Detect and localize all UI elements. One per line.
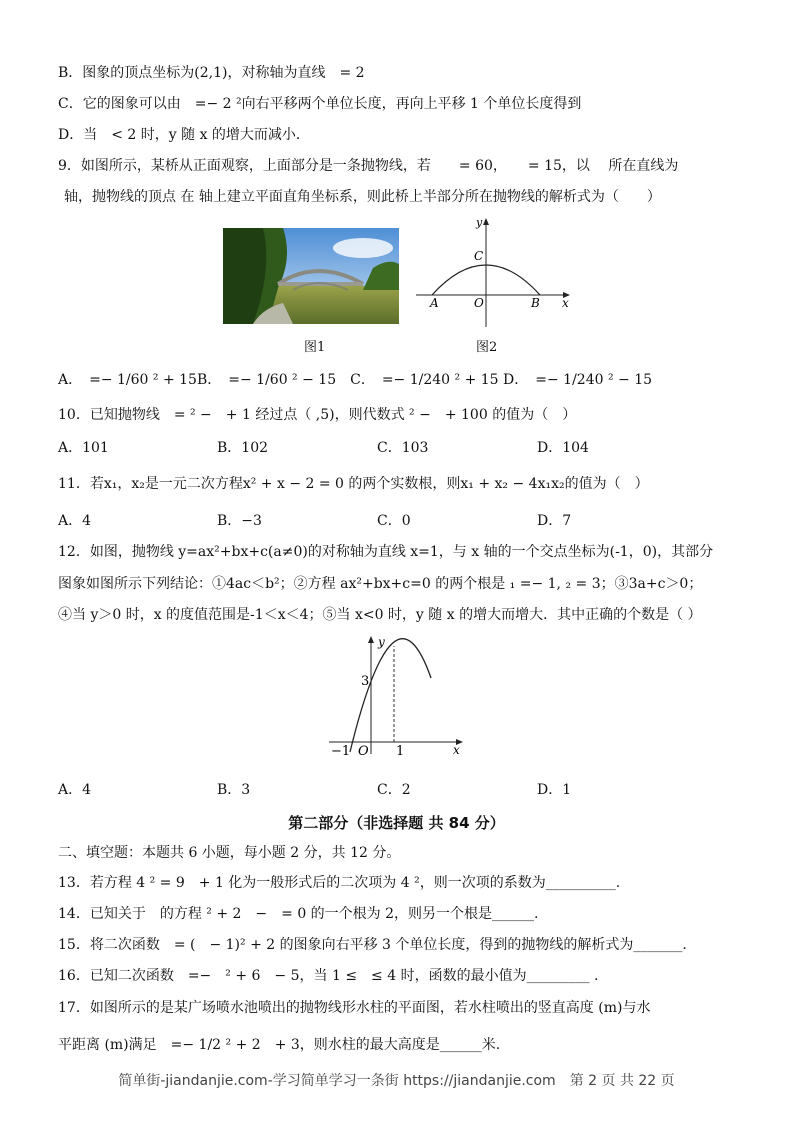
figure-3-parabola-diagram	[325, 632, 470, 757]
question-11: 11．若x₁，x₂是一元二次方程x² + x − 2 = 0 的两个实数根，则x₁ + x₂ − 4x₁x₂的值为（ ）	[58, 476, 649, 492]
option-c-q8: C．它的图象可以由 =− 2 ²向右平移两个单位长度，再向上平移 1 个单位长度得到	[58, 96, 582, 112]
question-12-line2: 图象如图所示下列结论：①4ac＜b²；②方程 ax²+bx+c=0 的两个根是 ₁ =− 1, ₂ = 3；③3a+c＞0；	[58, 576, 703, 592]
option-d-q8: D．当 < 2 时，y 随 x 的增大而减小．	[58, 127, 310, 143]
figure-2-parabola-diagram	[410, 215, 580, 330]
bridge-photo	[223, 228, 399, 324]
question-15: 15．将二次函数 = ( − 1)² + 2 的图象向右平移 3 个单位长度，得到的抛物线的解析式为_______.	[58, 937, 687, 953]
question-10-option-a: A．101	[58, 440, 109, 456]
question-9-line2: 轴，抛物线的顶点 在 轴上建立平面直角坐标系，则此桥上半部分所在抛物线的解析式为（ ）	[64, 189, 661, 205]
section-2-title: 第二部分（非选择题 共 84 分）	[288, 814, 505, 832]
fig2-point-b: B	[531, 296, 540, 310]
question-13: 13．若方程 4 ² = 9 + 1 化为一般形式后的二次项为 4 ²，则一次项的系数为__________.	[58, 875, 621, 891]
fig3-intercept-3: 3	[361, 674, 370, 689]
fig2-point-a: A	[430, 296, 439, 310]
figure-2-caption: 图2	[476, 340, 498, 355]
fig2-x-label: x	[562, 296, 569, 310]
question-12-option-b: B．3	[217, 782, 251, 798]
question-11-option-c: C．0	[377, 513, 411, 529]
question-12-option-c: C．2	[377, 782, 411, 798]
question-10-option-d: D．104	[537, 440, 589, 456]
question-11-option-b: B．−3	[217, 513, 262, 529]
question-14: 14．已知关于 的方程 ² + 2 − = 0 的一个根为 2，则另一个根是______.	[58, 906, 539, 922]
question-9-line1: 9．如图所示，某桥从正面观察，上面部分是一条抛物线，若 = 60， = 15，以 所在直线为	[58, 158, 679, 174]
fig3-y-label: y	[378, 635, 385, 649]
fig2-y-label: y	[476, 216, 483, 229]
question-10-option-c: C．103	[377, 440, 429, 456]
question-10-option-b: B．102	[217, 440, 269, 456]
option-b-q8: B．图象的顶点坐标为(2,1)，对称轴为直线 = 2	[58, 65, 365, 81]
fig3-axis-1: 1	[396, 744, 405, 757]
question-16: 16．已知二次函数 =− ² + 6 − 5，当 1 ≤ ≤ 4 时，函数的最小值为_________ .	[58, 968, 599, 984]
figure-1-caption: 图1	[304, 340, 326, 355]
fig2-origin-o: O	[474, 296, 484, 310]
question-12-option-a: A．4	[58, 782, 92, 798]
question-17-line2: 平距离 (m)满足 =− 1/2 ² + 2 + 3，则水柱的最大高度是______米.	[58, 1037, 501, 1053]
page-footer: 简单街-jiandanjie.com-学习简单学习一条街 https://jiandanjie.com 第 2 页 共 22 页	[118, 1073, 675, 1089]
question-12-line3: ④当 y＞0 时，x 的度值范围是-1＜x＜4；⑤当 x<0 时，y 随 x 的增大而增大．其中正确的个数是（ ）	[58, 607, 702, 623]
question-10: 10．已知抛物线 = ² − + 1 经过点（ ,5)，则代数式 ² − + 100 的值为（ ）	[58, 407, 577, 423]
fig3-origin-o: O	[358, 744, 369, 757]
fig2-point-c: C	[474, 249, 484, 263]
fill-in-section-title: 二、填空题：本题共 6 小题，每小题 2 分，共 12 分。	[58, 845, 401, 861]
question-17-line1: 17．如图所示的是某广场喷水池喷出的抛物线形水柱的平面图，若水柱喷出的竖直高度 (m)与水	[58, 1000, 651, 1016]
question-11-option-d: D．7	[537, 513, 572, 529]
question-12-line1: 12．如图，抛物线 y=ax²+bx+c(a≠0)的对称轴为直线 x=1，与 x 轴的一个交点坐标为(-1，0)，其部分	[58, 544, 714, 560]
question-11-option-a: A．4	[58, 513, 92, 529]
question-12-option-d: D．1	[537, 782, 572, 798]
fig3-root-neg1: −1	[331, 744, 351, 757]
question-9-options: A． =− 1/60 ² + 15B． =− 1/60 ² − 15 C． =− 1/240 ² + 15 D． =− 1/240 ² − 15	[58, 372, 653, 388]
fig3-x-label: x	[453, 743, 460, 757]
